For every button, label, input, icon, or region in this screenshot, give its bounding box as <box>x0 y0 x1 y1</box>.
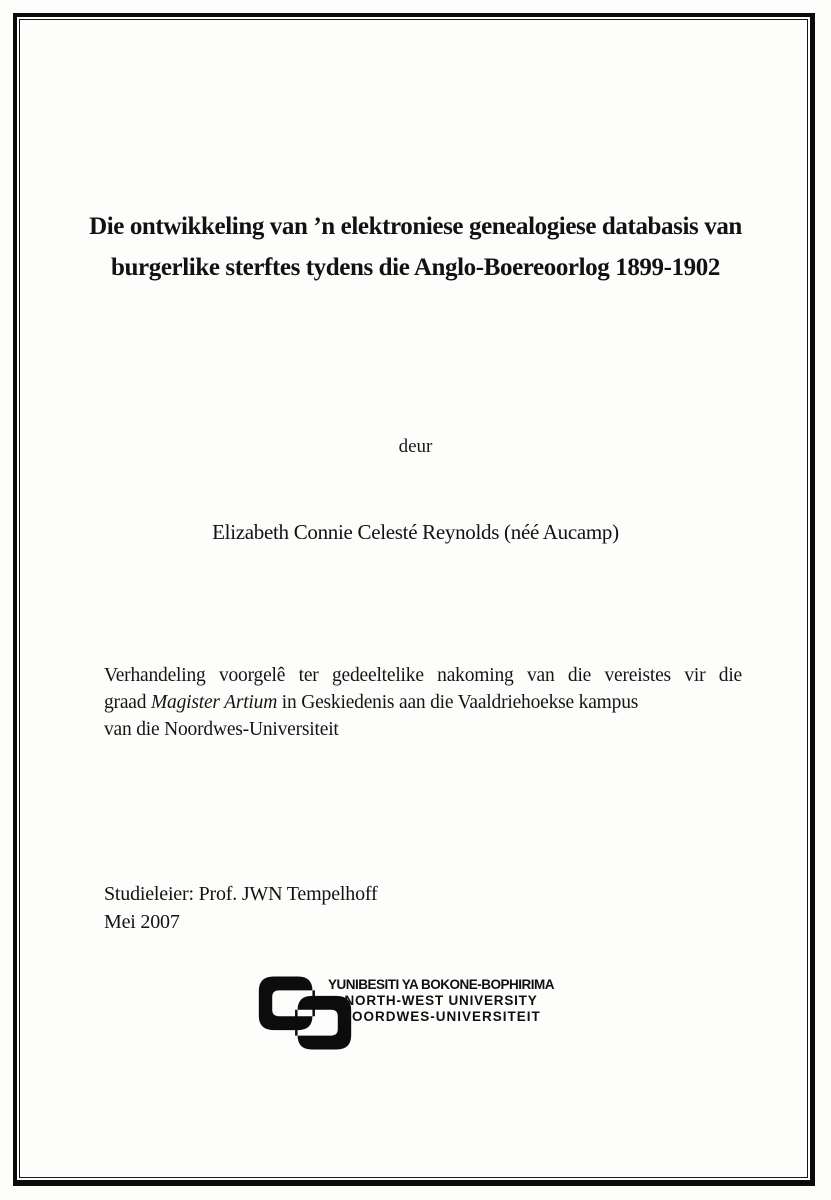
nwu-logo-text-english: NORTH-WEST UNIVERSITY <box>344 993 538 1008</box>
degree-statement-line-2-post: in Geskiedenis aan die Vaaldriehoekse kampus <box>277 692 639 713</box>
nwu-logo-text-afrikaans: NOORDWES-UNIVERSITEIT <box>341 1009 541 1024</box>
date-line: Mei 2007 <box>104 911 180 933</box>
supervisor-line: Studieleier: Prof. JWN Tempelhoff <box>104 883 378 905</box>
thesis-title <box>0 206 831 288</box>
degree-statement-line-2-pre: graad <box>104 692 151 713</box>
byline-deur: deur <box>398 436 433 457</box>
nwu-logo-text-setswana: YUNIBESITI YA BOKONE-BOPHIRIMA <box>327 977 555 992</box>
thesis-title-line-1: Die ontwikkeling van ’n elektroniese genealogiese databasis van <box>89 213 742 240</box>
degree-statement <box>104 662 742 743</box>
degree-name-italic: Magister Artium <box>150 692 278 713</box>
nwu-logo-text <box>310 977 572 1025</box>
degree-statement-line-2 <box>104 689 742 716</box>
supervisor-block <box>104 880 377 936</box>
thesis-title-line-2: burgerlike sterftes tydens die Anglo-Boereoorlog 1899-1902 <box>111 254 720 281</box>
author-name: Elizabeth Connie Celesté Reynolds (néé Aucamp) <box>212 520 619 544</box>
degree-statement-line-3: van die Noordwes-Universiteit <box>104 719 339 740</box>
degree-statement-line-1: Verhandeling voorgelê ter gedeeltelike nakoming van die vereistes vir die <box>104 665 742 686</box>
